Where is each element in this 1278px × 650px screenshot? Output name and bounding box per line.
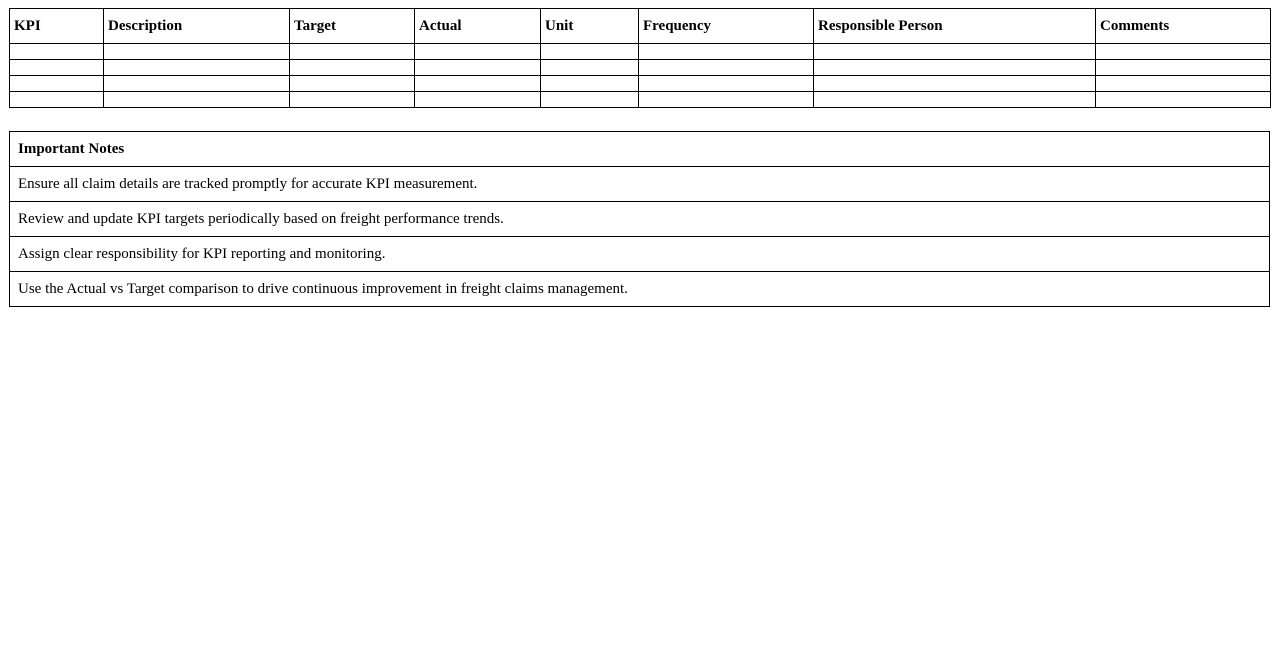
kpi-table	[9, 8, 1271, 108]
column-header-description: Description	[104, 9, 290, 44]
notes-header-label: Important Notes	[10, 132, 1270, 167]
table-row	[10, 44, 1271, 60]
notes-header-row	[10, 132, 1270, 167]
cell-target[interactable]	[290, 44, 415, 60]
cell-responsible-person[interactable]	[814, 60, 1096, 76]
list-item	[10, 237, 1270, 272]
cell-comments[interactable]	[1096, 60, 1271, 76]
cell-description[interactable]	[104, 44, 290, 60]
cell-unit[interactable]	[541, 92, 639, 108]
cell-target[interactable]	[290, 60, 415, 76]
note-text: Ensure all claim details are tracked promptly for accurate KPI measurement.	[10, 167, 1270, 202]
column-header-target: Target	[290, 9, 415, 44]
cell-description[interactable]	[104, 60, 290, 76]
cell-actual[interactable]	[415, 44, 541, 60]
cell-kpi[interactable]	[10, 92, 104, 108]
cell-comments[interactable]	[1096, 44, 1271, 60]
column-header-actual: Actual	[415, 9, 541, 44]
cell-responsible-person[interactable]	[814, 76, 1096, 92]
cell-target[interactable]	[290, 92, 415, 108]
cell-frequency[interactable]	[639, 60, 814, 76]
cell-comments[interactable]	[1096, 76, 1271, 92]
note-text: Assign clear responsibility for KPI reporting and monitoring.	[10, 237, 1270, 272]
cell-kpi[interactable]	[10, 76, 104, 92]
column-header-frequency: Frequency	[639, 9, 814, 44]
column-header-kpi: KPI	[10, 9, 104, 44]
cell-unit[interactable]	[541, 60, 639, 76]
cell-actual[interactable]	[415, 60, 541, 76]
cell-description[interactable]	[104, 76, 290, 92]
column-header-unit: Unit	[541, 9, 639, 44]
list-item	[10, 272, 1270, 307]
cell-frequency[interactable]	[639, 92, 814, 108]
note-text: Review and update KPI targets periodically based on freight performance trends.	[10, 202, 1270, 237]
list-item	[10, 167, 1270, 202]
cell-comments[interactable]	[1096, 92, 1271, 108]
kpi-table-header-row	[10, 9, 1271, 44]
column-header-responsible-person: Responsible Person	[814, 9, 1096, 44]
cell-unit[interactable]	[541, 44, 639, 60]
cell-kpi[interactable]	[10, 44, 104, 60]
cell-frequency[interactable]	[639, 44, 814, 60]
list-item	[10, 202, 1270, 237]
table-row	[10, 92, 1271, 108]
cell-responsible-person[interactable]	[814, 92, 1096, 108]
important-notes-table	[9, 131, 1270, 307]
cell-actual[interactable]	[415, 76, 541, 92]
cell-description[interactable]	[104, 92, 290, 108]
note-text: Use the Actual vs Target comparison to drive continuous improvement in freight claims management.	[10, 272, 1270, 307]
cell-frequency[interactable]	[639, 76, 814, 92]
cell-actual[interactable]	[415, 92, 541, 108]
cell-unit[interactable]	[541, 76, 639, 92]
cell-target[interactable]	[290, 76, 415, 92]
column-header-comments: Comments	[1096, 9, 1271, 44]
table-row	[10, 60, 1271, 76]
cell-kpi[interactable]	[10, 60, 104, 76]
cell-responsible-person[interactable]	[814, 44, 1096, 60]
table-row	[10, 76, 1271, 92]
